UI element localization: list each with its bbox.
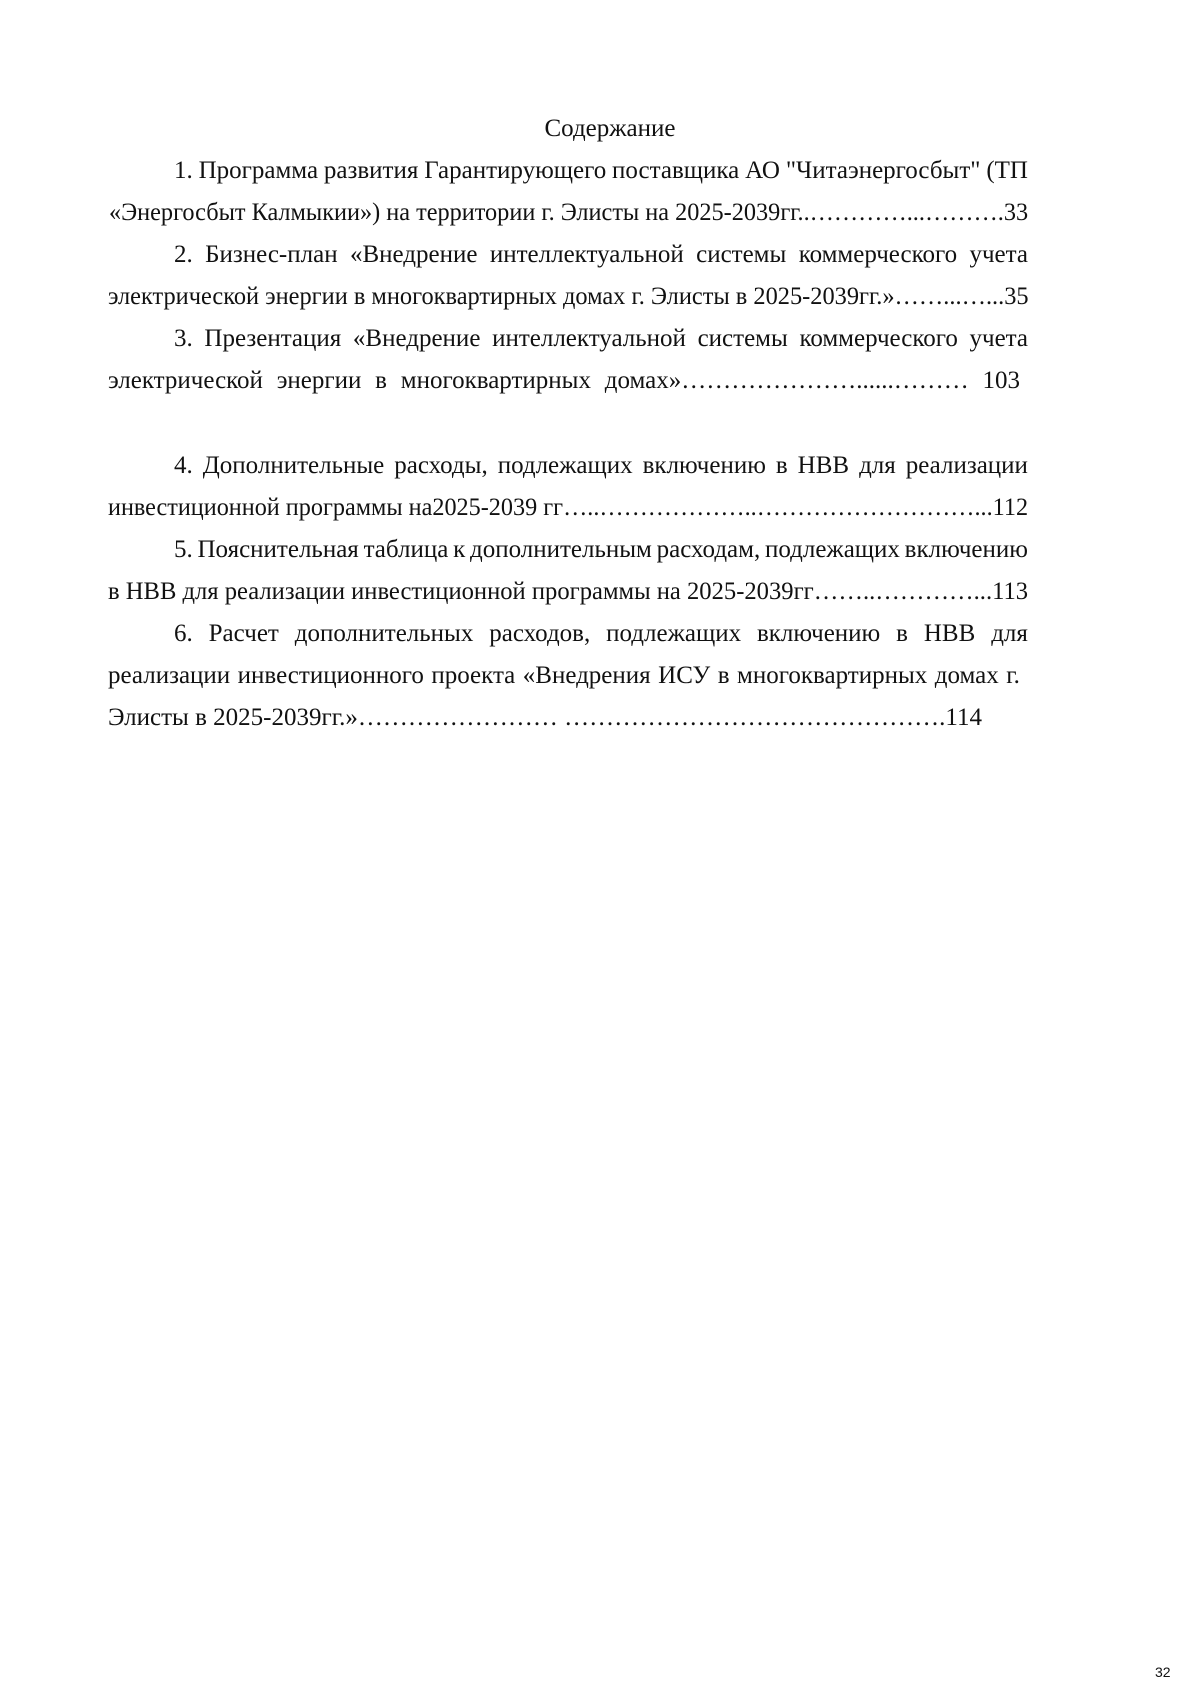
toc-word: Бизнес-план	[205, 241, 338, 268]
toc-word: поставщика	[612, 157, 740, 184]
toc-word: Презентация	[204, 325, 342, 352]
toc-word: для	[859, 452, 896, 479]
toc-word: НВВ	[797, 452, 850, 479]
toc-word: в	[775, 452, 788, 479]
toc-word: (ТП	[986, 157, 1028, 184]
toc-word: электрической	[108, 367, 263, 394]
toc-word: расходам,	[656, 536, 761, 563]
toc-word: инвестиционного	[237, 662, 424, 689]
toc-word: «Внедрение	[352, 325, 481, 352]
toc-entry-6-line-2	[108, 661, 1020, 691]
page-number: 32	[1155, 1664, 1171, 1680]
toc-word: 5.	[174, 536, 193, 563]
toc-word: 3.	[174, 325, 193, 352]
toc-word: ИСУ	[658, 662, 711, 689]
toc-entry-6-line-3: Элисты в 2025-2039гг.»…………………… ……………………………………….114	[108, 704, 982, 731]
toc-word: системы	[696, 241, 787, 268]
toc-word: в	[375, 367, 387, 394]
toc-entry-3-line-2	[108, 366, 1020, 396]
toc-word: «Внедрение	[349, 241, 478, 268]
toc-word: Программа	[198, 157, 319, 184]
toc-word: расходов,	[489, 620, 591, 647]
toc-word: интеллектуальной	[489, 241, 684, 268]
toc-word: в	[717, 662, 730, 689]
toc-entry-5-line-2: в НВВ для реализации инвестиционной программы на 2025-2039гг……..…………...113	[108, 578, 1029, 605]
toc-word: домах»…………………......………	[604, 367, 969, 394]
toc-word: Расчет	[208, 620, 279, 647]
toc-word: коммерческого	[799, 325, 958, 352]
toc-entry-6-line-1	[174, 619, 1028, 649]
toc-word: реализации	[108, 662, 231, 689]
toc-entry-4-line-1	[174, 451, 1028, 481]
toc-word: включению	[642, 452, 766, 479]
toc-word: развития	[323, 157, 419, 184]
toc-entry-1-line-2: «Энергосбыт Калмыкии») на территории г. Элисты на 2025-2039гг..…………...……….33	[109, 199, 1029, 226]
toc-word: домах	[934, 662, 999, 689]
toc-word: энергии	[276, 367, 362, 394]
toc-word: "Читаэнергосбыт"	[785, 157, 981, 184]
toc-word: включению	[756, 620, 881, 647]
toc-word: «Внедрения	[522, 662, 651, 689]
toc-word: дополнительных	[294, 620, 474, 647]
toc-word: 2.	[174, 241, 193, 268]
toc-word: проекта	[431, 662, 516, 689]
toc-word: г.	[1006, 662, 1020, 689]
toc-word: 6.	[174, 620, 193, 647]
toc-word: 4.	[174, 452, 193, 479]
toc-word: учета	[969, 325, 1028, 352]
toc-word: НВВ	[923, 620, 976, 647]
toc-entry-3-line-1	[174, 324, 1028, 354]
toc-word: дополнительным	[469, 536, 652, 563]
toc-word: к	[453, 536, 466, 563]
toc-word: подлежащих	[497, 452, 633, 479]
toc-title: Содержание	[544, 115, 676, 142]
toc-word: Гарантирующего	[424, 157, 607, 184]
toc-word: многоквартирных	[737, 662, 928, 689]
toc-word: интеллектуальной	[492, 325, 686, 352]
toc-entry-5-line-1	[174, 535, 1028, 565]
toc-word: включению	[904, 536, 1028, 563]
toc-word: для	[991, 620, 1028, 647]
toc-word: системы	[697, 325, 788, 352]
toc-word: АО	[745, 157, 780, 184]
toc-entry-2-line-1	[174, 240, 1028, 270]
toc-entry-4-line-2: инвестиционной программы на2025-2039 гг…..………………..………………………...112	[108, 494, 1029, 521]
toc-word: 103	[982, 367, 1020, 394]
toc-word: подлежащих	[764, 536, 900, 563]
toc-word: 1.	[174, 157, 193, 184]
toc-word: многоквартирных	[400, 367, 591, 394]
toc-word: реализации	[905, 452, 1028, 479]
toc-entry-2-line-2: электрической энергии в многоквартирных домах г. Элисты в 2025-2039гг.»……...…...35	[108, 283, 1029, 310]
toc-word: подлежащих	[606, 620, 742, 647]
toc-word: учета	[969, 241, 1028, 268]
toc-word: расходы,	[394, 452, 488, 479]
toc-word: коммерческого	[798, 241, 958, 268]
toc-word: в	[896, 620, 908, 647]
toc-word: таблица	[363, 536, 449, 563]
toc-word: Дополнительные	[202, 452, 385, 479]
toc-word: Пояснительная	[197, 536, 359, 563]
toc-entry-1-line-1	[174, 156, 1028, 186]
